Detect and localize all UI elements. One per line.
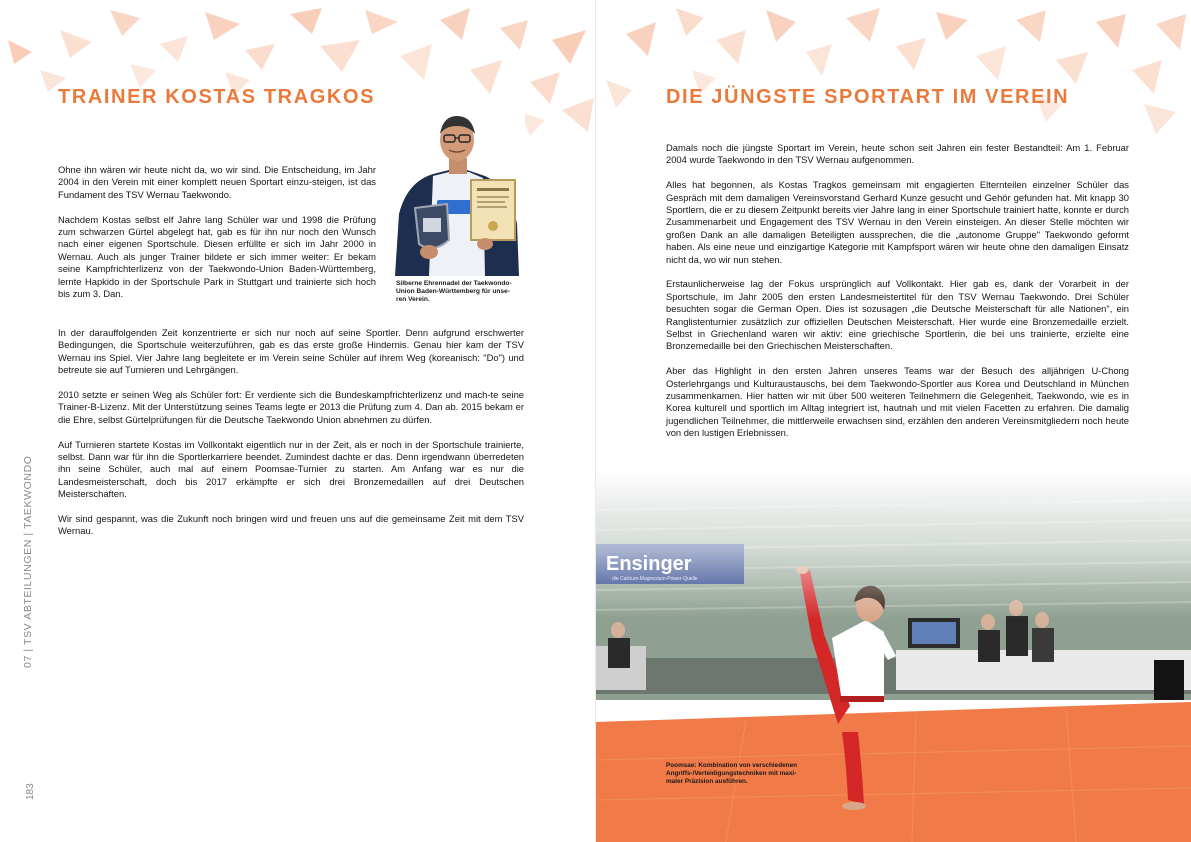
- paragraph: Wir sind gespannt, was die Zukunft noch bringen wird und freuen uns auf die gemeinsame Zeit mit dem TSV Wernau.: [58, 513, 524, 537]
- paragraph: Nachdem Kostas selbst elf Jahre lang Schüler war und 1998 die Prüfung zum schwarzen Gürtel abgelegt hat, gab es für ihn nur noch den Wunsch nach einer eigenen Sportschule. Diesen erfüllte er sich im Jahr 2000 in Wernau. Auch als junger Trainer bildete er sich immer weiter: Er bekam seine Kampfrichterlizenz von der Taekwondo-Union Baden-Württemberg, lernte Hapkido in der Sportschule Park in Stuttgart und trainierte sich hoch bis zum 3. Dan.: [58, 213, 376, 300]
- paragraph: In der darauffolgenden Zeit konzentrierte er sich nur noch auf seine Sportler. Denn aufgrund erschwerter Bedingungen, die Sportschule weiterzuführen, gab es das erste große Hindernis. Genau hier kam der TSV Wernau ins Spiel. Vier Jahre lang begleitete er im Verein seine Schüler auf ihrem Weg (koreanisch: "Do") und betreute sie auf Turnieren und Lehrgängen.: [58, 327, 524, 376]
- paragraph: Alles hat begonnen, als Kostas Tragkos gemeinsam mit engagierten Elternteilen einzelner Schüler das Gespräch mit dem damaligen Vereinsvorstand Gerhard Kunze gesucht und Gehör gefunden hat. Mit knapp 30 Sportlern, die er zu diesem Zeitpunkt bereits vier Jahre lang in einer Sportschule trainiert hatte, konnte er durch Zusammenarbeit und Engagement des TSV Wernau in den Verein einsteigen. An dieser Stelle möchten wir großen Dank an alle damaligen Beteiligten aussprechen, die die „autonome Gruppe" Taekwondo geformt haben. Als eine neue und einzigartige Kategorie mit Kampfsport wären wir heute ohne den damaligen Einsatz nicht da, wo wir nun stehen.: [666, 179, 1129, 265]
- right-page: [596, 0, 1191, 842]
- poomsae-photo: [596, 470, 1191, 842]
- intro-text: [58, 164, 376, 313]
- paragraph: Aber das Highlight in den ersten Jahren unseres Teams war der Besuch des alljährigen U-Chong Osterlehrgangs und Kulturaustauschs, bei dem Taekwondo-Sportler aus Korea und Deutschland in München zusammenkamen. Hier hatten wir mit über 500 weiteren Teilnehmern die Gelegenheit, Taekwondo, wie es in Korea kulturell und sportlich im Alltag integriert ist, hautnah und mit vielen Facetten zu erfahren. Die damalig jugendlichen Teilnehmer, die mittlerweile erwachsen sind, erzählen den anderen Vereinsmitgliedern noch heute von den lustigen Erlebnissen.: [666, 365, 1129, 439]
- decorative-triangles-right: [596, 0, 1191, 140]
- paragraph: 2010 setzte er seinen Weg als Schüler fort: Er verdiente sich die Bundeskampfrichterlizenz und mach-te seine Trainer-B-Lizenz. Mit der Unterstützung seines Teams legte er 2013 die Prüfung zum 4. Dan ab. 2015 bekam er die Ehre, selbst Gürtelprüfungen für die Deutsche Taekwondo Union abnehmen zu dürfen.: [58, 389, 524, 425]
- paragraph: Auf Turnieren startete Kostas im Vollkontakt eigentlich nur in der Zeit, als er noch in der Sportschule trainierte, selbst. Dann war für ihn die Sportlerkarriere beendet. Zumindest dachte er das. Denn irgendwann überredeten ihn seine Schüler, auch mal auf einem Poomsae-Turnier zu starten. Am Anfang war es nur die Landesmeisterschaft, doch bis 2017 erkämpfte er sich drei Bronzemedaillen auf drei Deutschen Meisterschaften.: [58, 438, 524, 500]
- section-side-label: 07 | TSV ABTEILUNGEN | TAEKWONDO: [22, 455, 34, 668]
- page-title-right: DIE JÜNGSTE SPORTART IM VEREIN: [666, 86, 1070, 108]
- portrait-caption: Silberne Ehrennadel der Taekwondo-Union Baden-Württemberg für unse-ren Verein.: [396, 280, 512, 303]
- main-text-left: [58, 327, 524, 550]
- trainer-portrait-image: [389, 104, 525, 276]
- photo-caption: Poomsae: Kombination von verschiedenen Angriffs-/Verteidigungstechniken mit maxi-maler Präzision ausführen.: [666, 762, 798, 785]
- paragraph: Erstaunlicherweise lag der Fokus ursprünglich auf Vollkontakt. Hier gab es, dank der Vorarbeit in der Sportschule, im Jahr 2005 den ersten Landesmeistertitel für den TSV Wernau Taekwondo. Drei Schüler besuchten sogar die German Open. Dies ist sozusagen „die Deutsche Meisterschaft für alle Nationen", ein Ranglistenturnier zusätzlich zur offiziellen Deutschen Meisterschaft. Hier wurde eine Bronzemedaille erzielt. Selbst in Griechenland waren wir aktiv: eine griechische Sportlerin, die bei uns trainierte, erzielte eine Bronzemedaille bei den Griechischen Meisterschaften.: [666, 278, 1129, 352]
- page-number: 183: [25, 783, 36, 800]
- left-page: [0, 0, 595, 842]
- paragraph: Damals noch die jüngste Sportart im Verein, heute schon seit Jahren ein fester Bestandteil: Am 1. Februar 2004 wurde Taekwondo in den TSV Wernau aufgenommen.: [666, 142, 1129, 166]
- main-text-right: [666, 142, 1129, 452]
- page-title-left: TRAINER KOSTAS TRAGKOS: [58, 86, 376, 108]
- paragraph: Ohne ihn wären wir heute nicht da, wo wir sind. Die Entscheidung, im Jahr 2004 in den Verein mit einer komplett neuen Sportart einzu-steigen, ist das Fundament des TSV Wernau Taekwondo.: [58, 164, 376, 200]
